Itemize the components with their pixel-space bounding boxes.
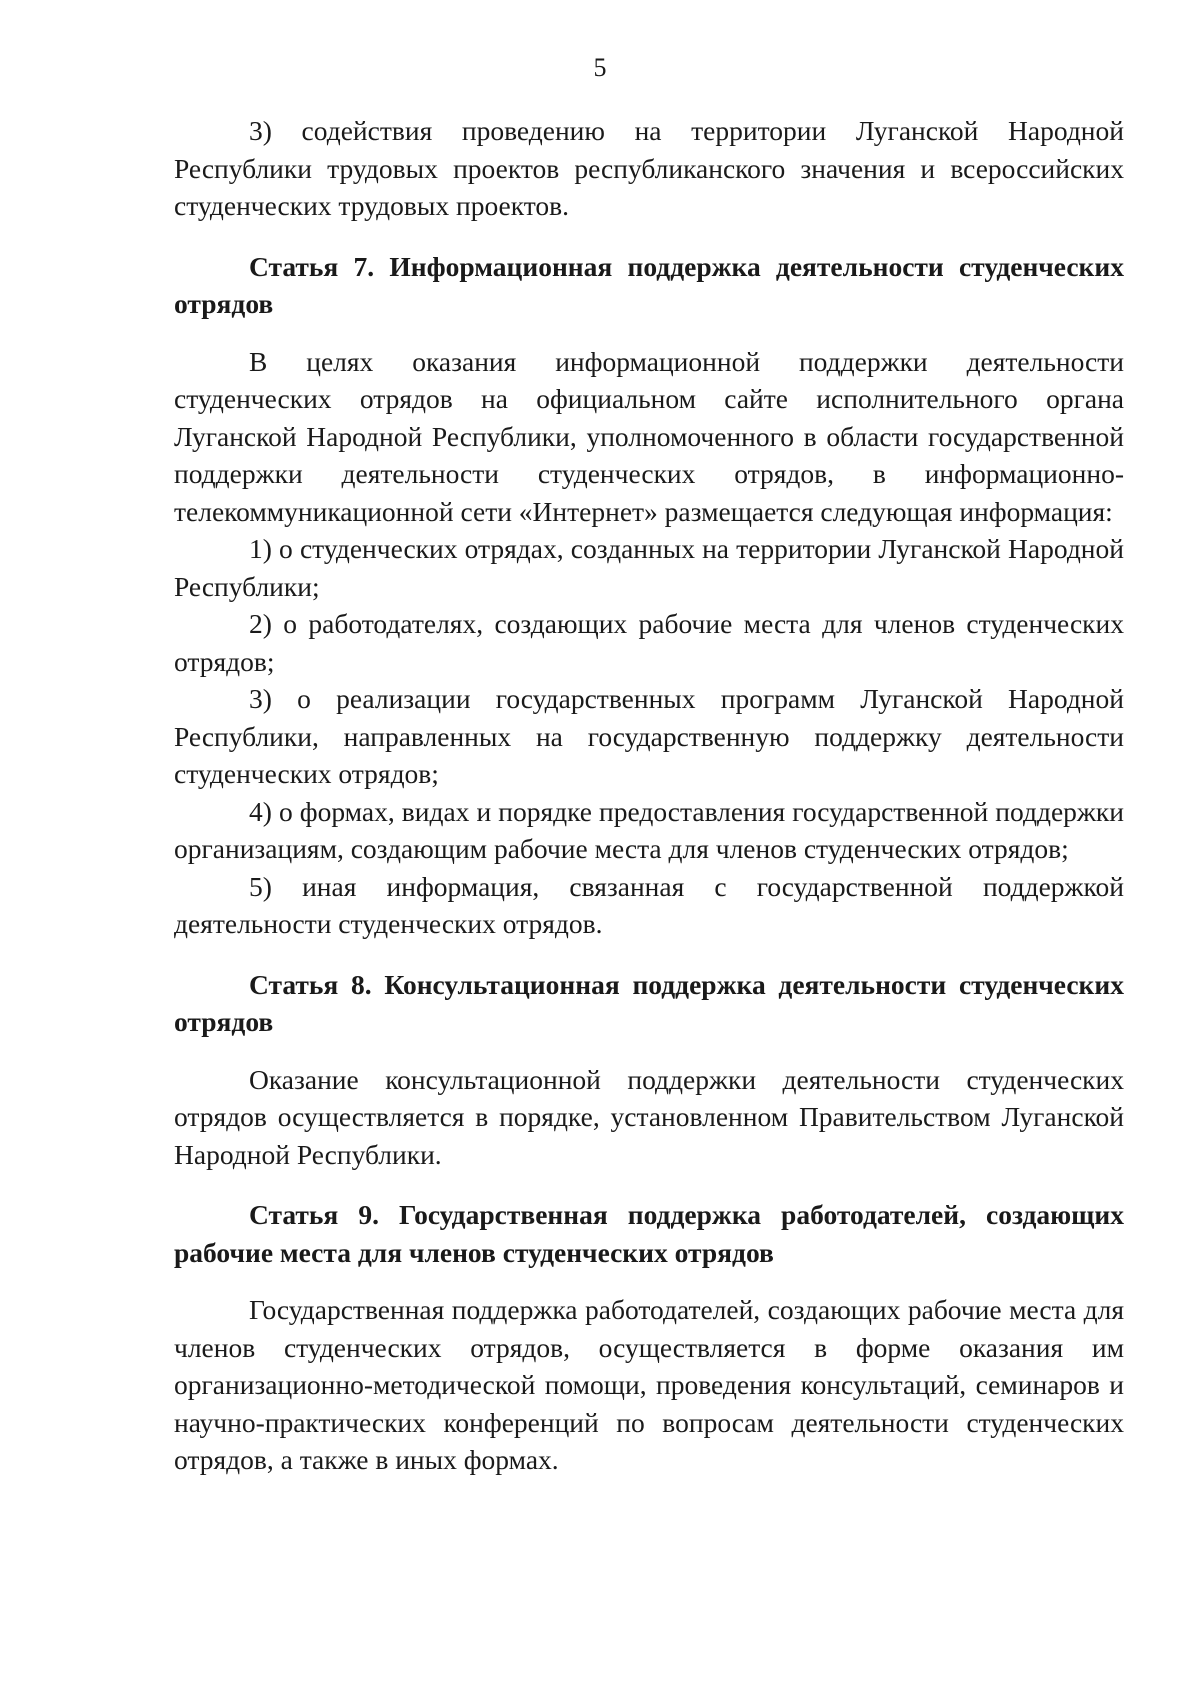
article-7-paragraph: В целях оказания информационной поддержки деятельности студенческих отрядов на официальном сайте исполнительного органа Луганской Народной Республики, уполномоченного в области государственной поддержки деятельности студенческих отрядов, в информационно-телекоммуникационной сети «Интернет» размещается следующая информация: bbox=[174, 345, 1124, 527]
article-7-heading: Статья 7. Информационная поддержка деятельности студенческих отрядов bbox=[174, 250, 1124, 319]
paragraph-intro-item-3: 3) содействия проведению на территории Луганской Народной Республики трудовых проектов республиканского значения и всероссийских студенческих трудовых проектов. bbox=[174, 115, 1124, 221]
article-7-item-3: 3) о реализации государственных программ Луганской Народной Республики, направленных на государственную поддержку деятельности студенческих отрядов; bbox=[174, 683, 1124, 789]
article-8-paragraph: Оказание консультационной поддержки деятельности студенческих отрядов осуществляется в порядке, установленном Правительством Луганской Народной Республики. bbox=[174, 1063, 1124, 1170]
article-8-heading: Статья 8. Консультационная поддержка деятельности студенческих отрядов bbox=[174, 968, 1124, 1037]
article-9-paragraph: Государственная поддержка работодателей, создающих рабочие места для членов студенческих отрядов, осуществляется в форме оказания им организационно-методической помощи, проведения консультаций, семинаров и научно-практических конференций по вопросам деятельности студенческих отрядов, а также в иных формах. bbox=[174, 1294, 1124, 1475]
article-7-item-2: 2) о работодателях, создающих рабочие места для членов студенческих отрядов; bbox=[174, 608, 1124, 677]
article-9-heading: Статья 9. Государственная поддержка работодателей, создающих рабочие места для членов студенческих отрядов bbox=[174, 1199, 1124, 1268]
page-number: 5 bbox=[593, 53, 607, 82]
article-7-item-5: 5) иная информация, связанная с государственной поддержкой деятельности студенческих отрядов. bbox=[174, 870, 1124, 939]
document-body bbox=[174, 112, 1124, 1479]
article-7-item-1: 1) о студенческих отрядах, созданных на территории Луганской Народной Республики; bbox=[174, 533, 1124, 602]
article-7-item-4: 4) о формах, видах и порядке предоставления государственной поддержки организациям, создающим рабочие места для членов студенческих отрядов; bbox=[174, 795, 1124, 864]
